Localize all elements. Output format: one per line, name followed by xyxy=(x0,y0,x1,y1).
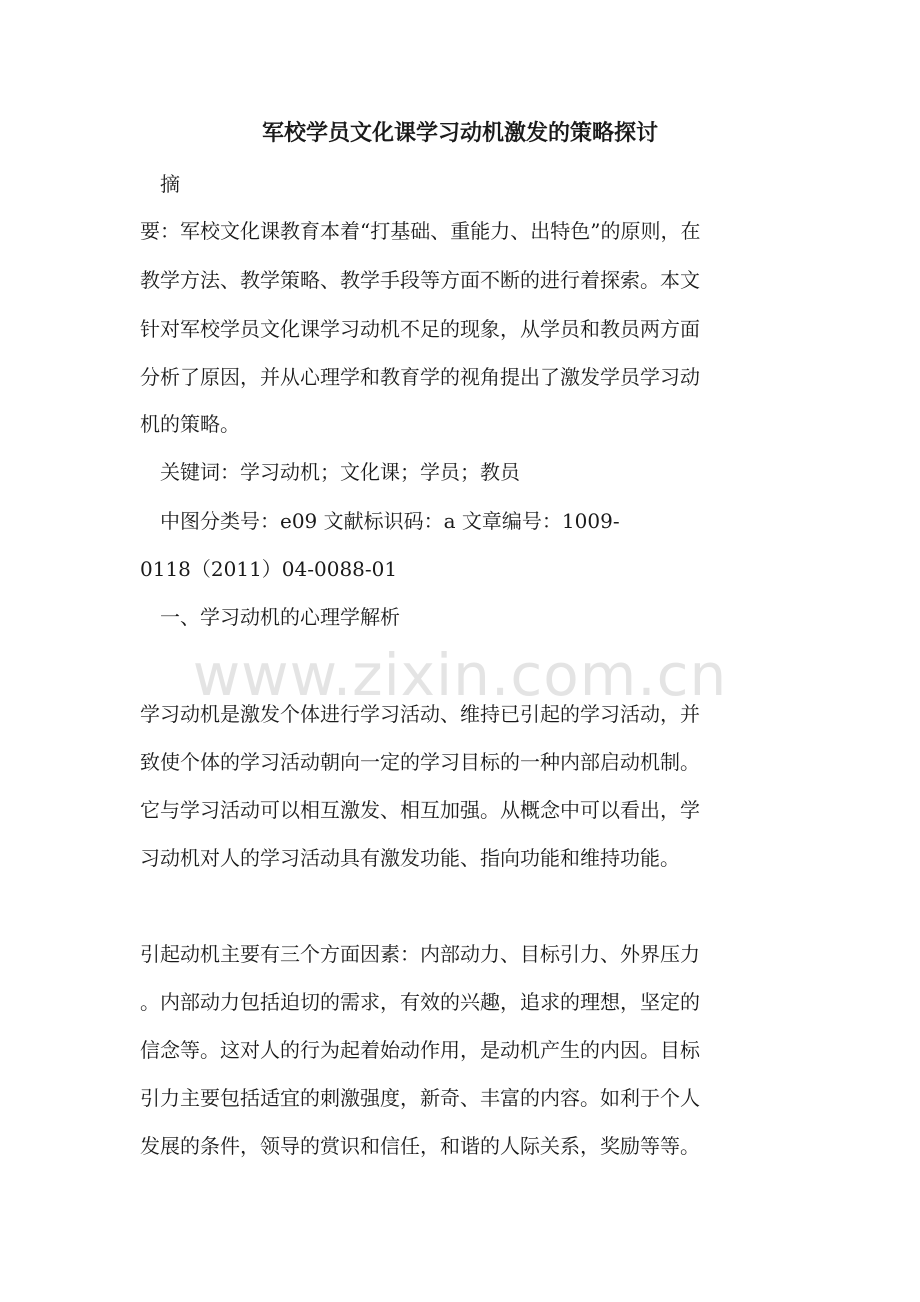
abstract-line: 机的策略。 xyxy=(140,412,240,436)
abstract-line: 分析了原因，并从心理学和教育学的视角提出了激发学员学习动 xyxy=(140,365,700,389)
abstract-line: 教学方法、教学策略、教学手段等方面不断的进行着探索。本文 xyxy=(140,268,700,292)
document-title: 军校学员文化课学习动机激发的策略探讨 xyxy=(261,121,658,146)
abstract-line: 要：军校文化课教育本着“打基础、重能力、出特色”的原则，在 xyxy=(140,219,701,243)
section-heading: 一、学习动机的心理学解析 xyxy=(160,605,400,629)
paragraph-line: 引力主要包括适宜的刺激强度，新奇、丰富的内容。如利于个人 xyxy=(140,1086,700,1110)
paragraph-line: 习动机对人的学习活动具有激发功能、指向功能和维持功能。 xyxy=(140,846,680,870)
paragraph-line: 学习动机是激发个体进行学习活动、维持已引起的学习活动，并 xyxy=(140,702,700,726)
paragraph-line: 。内部动力包括迫切的需求，有效的兴趣，追求的理想，坚定的 xyxy=(140,990,700,1014)
keywords: 关键词：学习动机；文化课；学员；教员 xyxy=(160,460,520,484)
paragraph-line: 信念等。这对人的行为起着始动作用，是动机产生的内因。目标 xyxy=(140,1038,700,1062)
abstract-line: 针对军校学员文化课学习动机不足的现象，从学员和教员两方面 xyxy=(140,317,700,341)
classification-line: 中图分类号：e09 文献标识码：a 文章编号：1009- xyxy=(160,509,620,533)
abstract-label: 摘 xyxy=(160,172,180,196)
classification-line: 0118（2011）04-0088-01 xyxy=(140,557,398,581)
paragraph-line: 它与学习活动可以相互激发、相互加强。从概念中可以看出，学 xyxy=(140,798,700,822)
watermark: www.zixin.com.cn xyxy=(192,641,728,709)
paragraph-line: 引起动机主要有三个方面因素：内部动力、目标引力、外界压力 xyxy=(140,942,700,966)
paragraph-line: 致使个体的学习活动朝向一定的学习目标的一种内部启动机制。 xyxy=(140,750,700,774)
paragraph-line: 发展的条件，领导的赏识和信任，和谐的人际关系，奖励等等。 xyxy=(140,1134,700,1158)
